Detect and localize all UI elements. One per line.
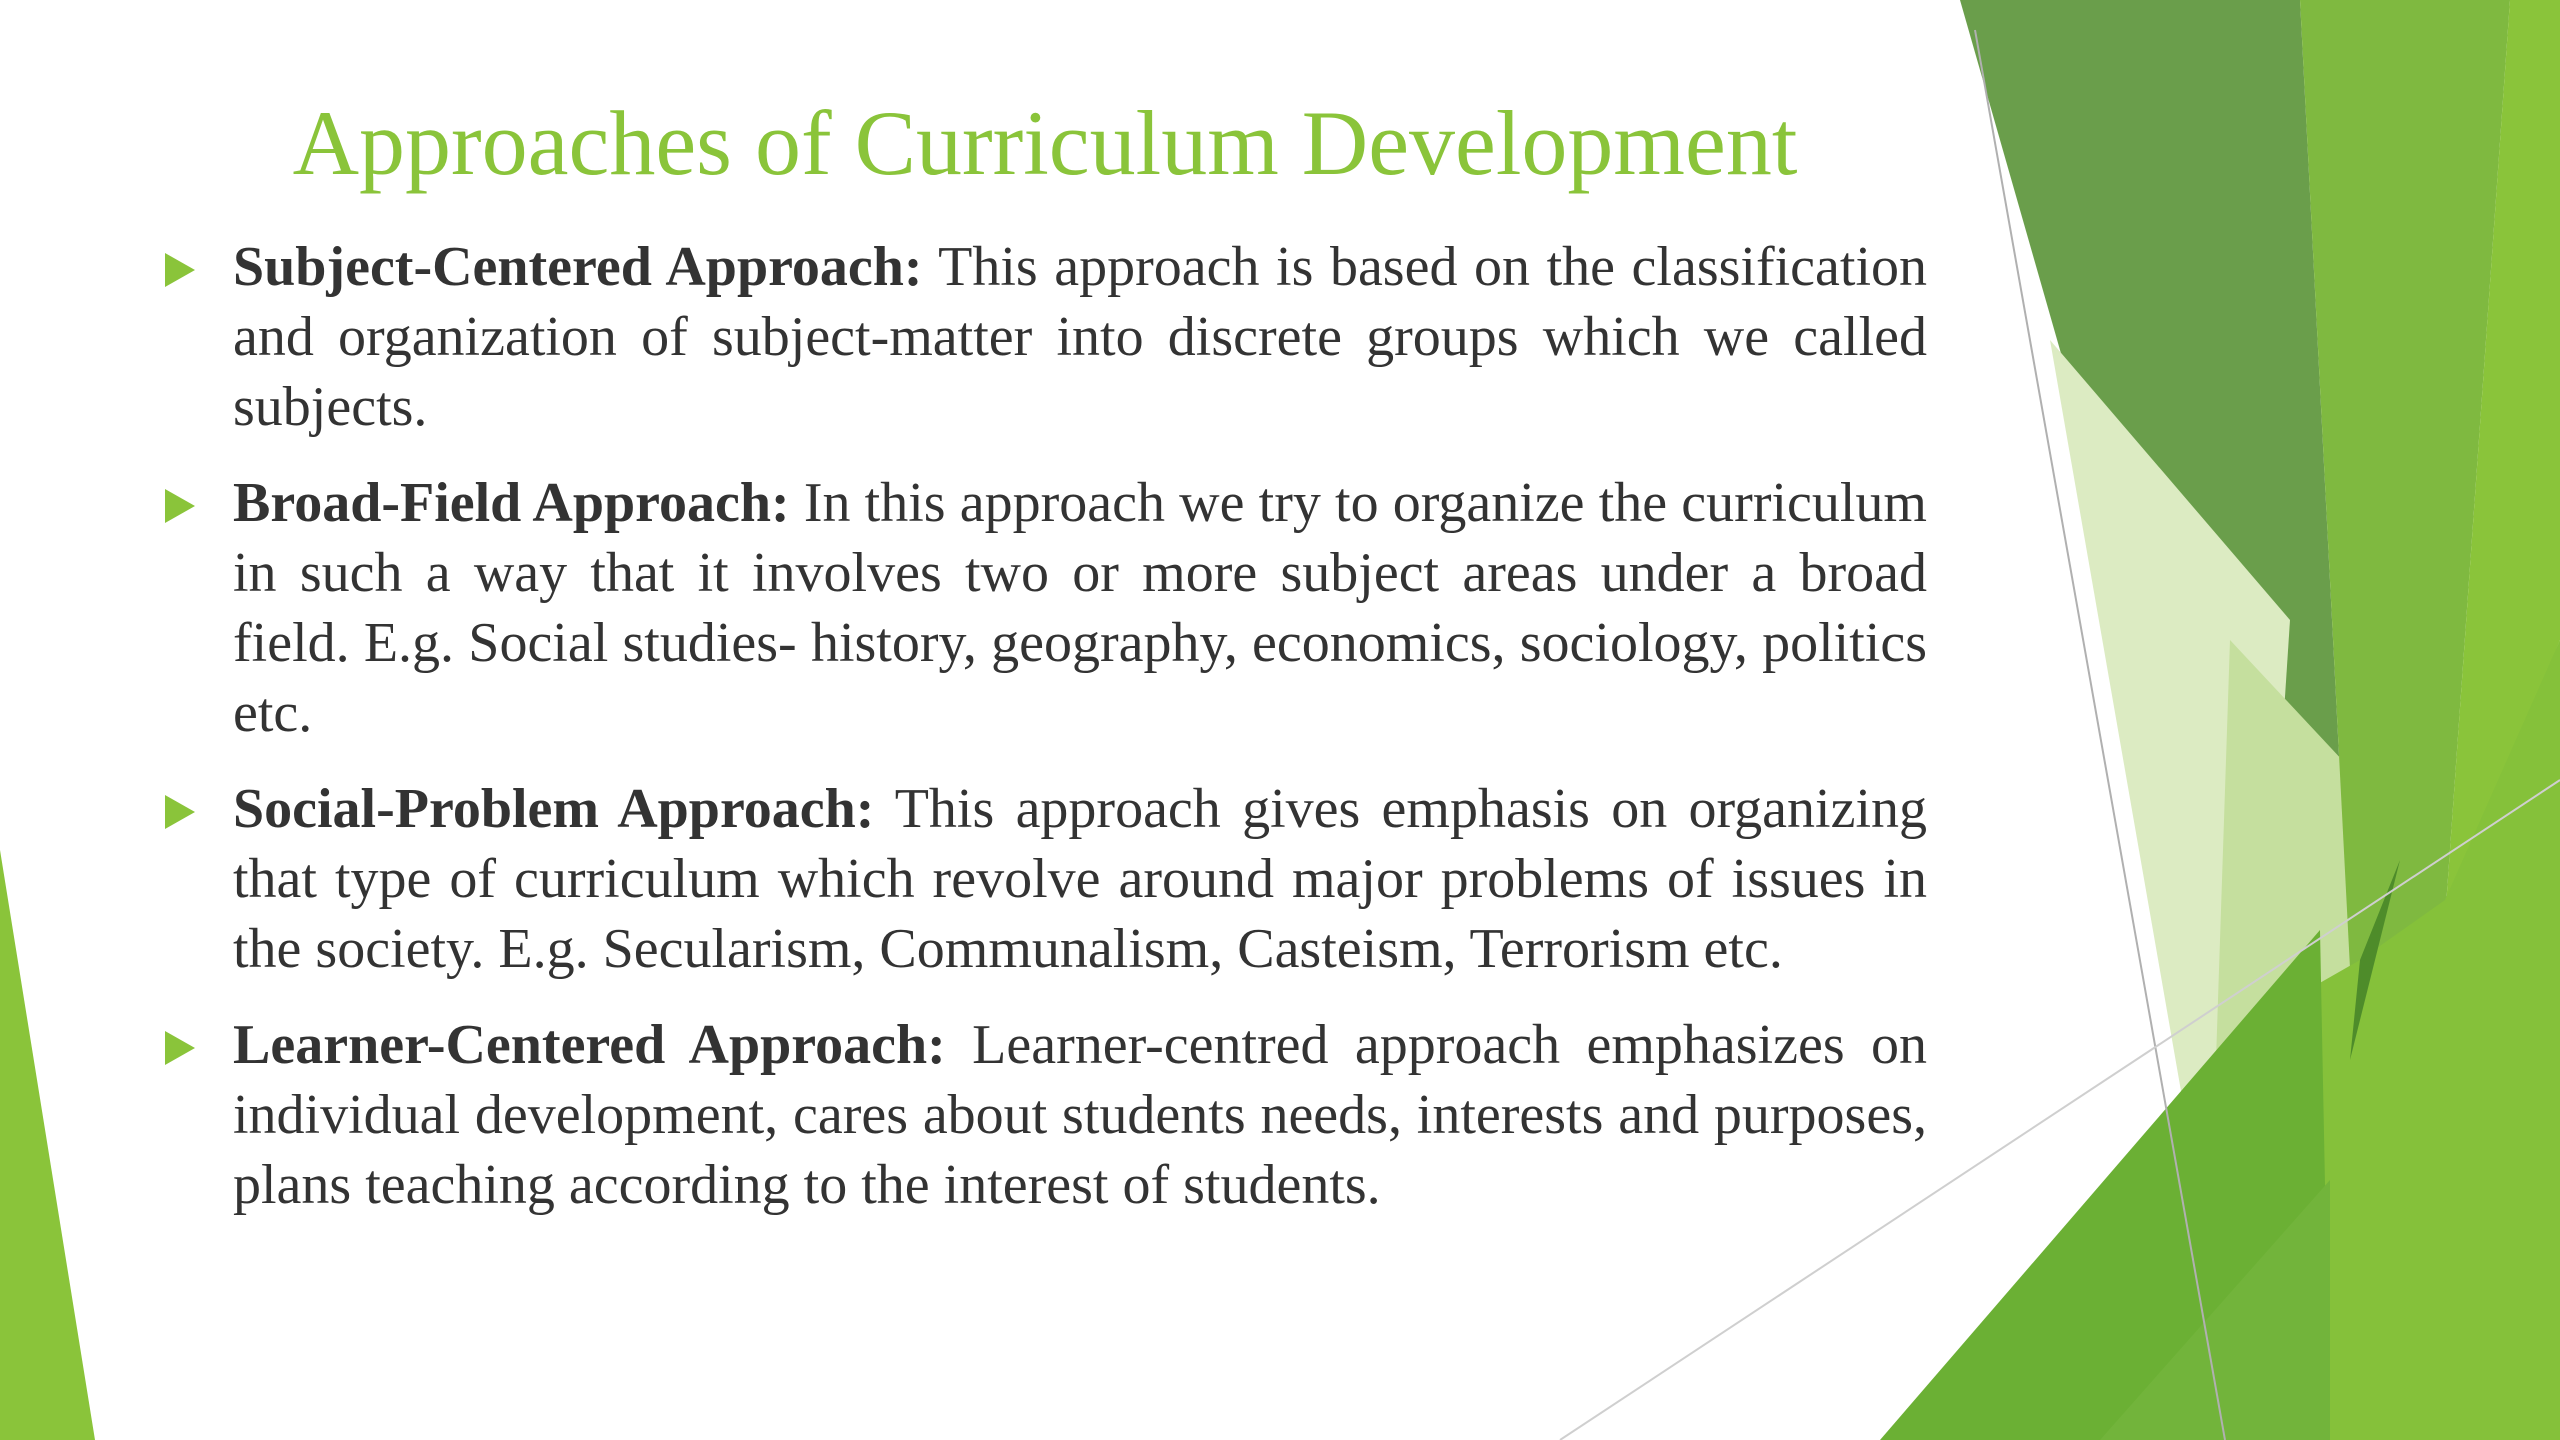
- triangle-bullet-icon: [165, 795, 195, 829]
- bullet-item-learner-centered: [165, 1010, 1927, 1220]
- bullet-text: This approach is based on the classification and organization of subject-matter into discrete groups which we called subjects.: [233, 236, 1927, 438]
- bullet-list: [165, 232, 1927, 1246]
- bullet-term: Subject-Centered Approach:: [233, 236, 923, 298]
- triangle-bullet-icon: [165, 489, 195, 523]
- triangle-bullet-icon: [165, 1031, 195, 1065]
- bullet-text: Learner-centred approach emphasizes on individual development, cares about students needs, interests and purposes, plans teaching according to the interest of students.: [233, 1014, 1927, 1216]
- bullet-item-social-problem: [165, 774, 1927, 984]
- bullet-term: Learner-Centered Approach:: [233, 1014, 946, 1076]
- bullet-text: This approach gives emphasis on organizing that type of curriculum which revolve around major problems of issues in the society. E.g. Secularism, Communalism, Casteism, Terrorism etc.: [233, 778, 1928, 980]
- bullet-text: In this approach we try to organize the curriculum in such a way that it involves two or more subject areas under a broad field. E.g. Social studies- history, geography, economics, sociology, politics etc.: [233, 472, 1927, 744]
- triangle-bullet-icon: [165, 253, 195, 287]
- slide-title: Approaches of Curriculum Development: [292, 92, 1798, 194]
- bullet-item-subject-centered: [165, 232, 1927, 442]
- bullet-term: Broad-Field Approach:: [233, 472, 790, 534]
- bullet-term: Social-Problem Approach:: [233, 778, 875, 840]
- bullet-item-broad-field: [165, 468, 1927, 748]
